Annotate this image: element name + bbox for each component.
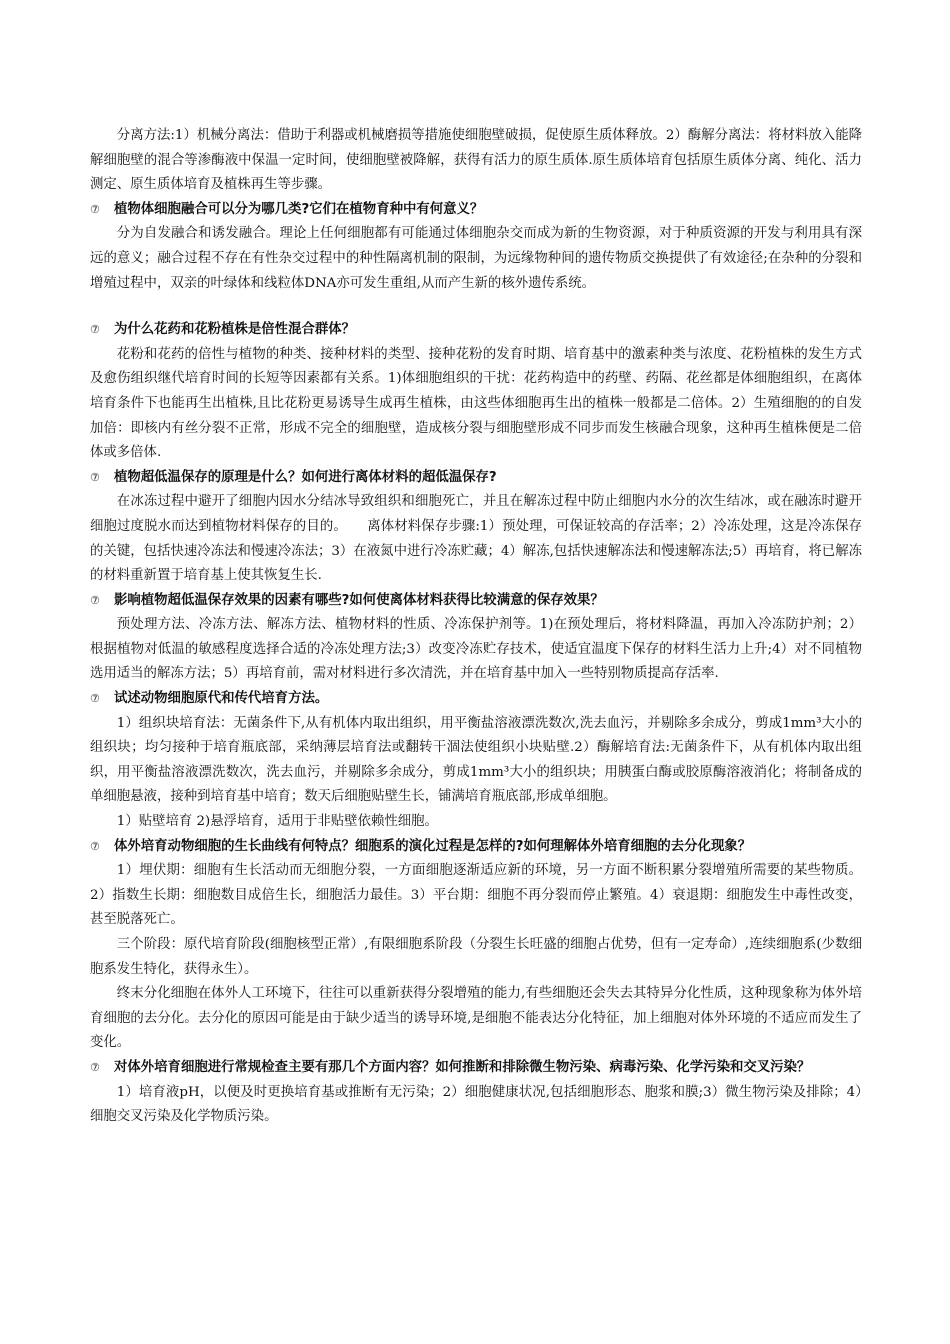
paragraph: 1）组织块培育法：无菌条件下,从有机体内取出组织，用平衡盐溶液漂洗数次,洗去血污，并剔除多余成分，剪成1mm³大小的组织块；均匀接种于培育瓶底部，采纳薄层培育法或翻转干涸法使组织小块贴壁.2）酶解培育法:无菌条件下，从有机体内取出组织，用平衡盐溶液漂洗数次，洗去血污，并剔除多余成分，剪成1mm³大小的组织块；用胰蛋白酶或胶原酶溶液消化；将制备成的单细胞悬液，接种到培育基中培育；数天后细胞贴壁生长，铺满培育瓶底部,形成单细胞。 — [90, 715, 862, 805]
question-heading — [90, 466, 862, 491]
question-heading — [90, 1056, 862, 1081]
question-text: 植物超低温保存的原理是什么？如何进行离体材料的超低温保存? — [114, 469, 497, 485]
question-text: 对体外培育细胞进行常规检查主要有那几个方面内容？如何推断和排除微生物污染、病毒污染、化学污染和交叉污染？ — [114, 1059, 811, 1075]
question-heading — [90, 687, 862, 712]
question-heading — [90, 198, 862, 223]
circled-number-icon: ⑦ — [90, 470, 100, 484]
paragraph: 分为自发融合和诱发融合。理论上任何细胞都有可能通过体细胞杂交而成为新的生物资源，对于种质资源的开发与利用具有深远的意义；融合过程不存在有性杂交过程中的种性隔离机制的限制，为远缘物种间的遗传物质交换提供了有效途径;在杂种的分裂和增殖过程中，双亲的叶绿体和线粒体DNA亦可发生重组,从而产生新的核外遗传系统。 — [90, 226, 862, 291]
question-heading — [90, 589, 862, 614]
spacer — [90, 296, 862, 318]
circled-number-icon: ⑦ — [90, 202, 100, 216]
paragraph: 分离方法:1）机械分离法：借助于利器或机械磨损等措施使细胞壁破损，促使原生质体释放。2）酶解分离法：将材料放入能降解细胞壁的混合等渗酶液中保温一定时间，使细胞壁被降解，获得有活力的原生质体.原生质体培育包括原生质体分离、纯化、活力测定、原生质体培育及植株再生等步骤。 — [90, 128, 862, 193]
question-text: 体外培育动物细胞的生长曲线有何特点？细胞系的演化过程是怎样的?如何理解体外培育细胞的去分化现象？ — [114, 838, 752, 854]
paragraph: 花粉和花药的倍性与植物的种类、接种材料的类型、接种花粉的发育时期、培育基中的激素种类与浓度、花粉植株的发生方式及愈伤组织继代培育时间的长短等因素都有关系。1)体细胞组织的干扰：花药构造中的药壁、药隔、花丝都是体细胞组织，在离体培育条件下也能再生出植株,且比花粉更易诱导生成再生植株，由这些体细胞再生出的植株一般都是二倍体。2）生殖细胞的的自发加倍：即核内有丝分裂不正常，形成不完全的细胞壁，造成核分裂与细胞壁形成不同步而发生核融合现象，这种再生植株便是二倍体或多倍体. — [90, 346, 862, 461]
question-text: 为什么花药和花粉植株是倍性混合群体？ — [114, 322, 356, 338]
question-heading — [90, 835, 862, 860]
paragraph: 1）培育液pH，以便及时更换培育基或推断有无污染；2）细胞健康状况,包括细胞形态、胞浆和膜;3）微生物污染及排除；4）细胞交叉污染及化学物质污染。 — [90, 1084, 862, 1125]
circled-number-icon: ⑦ — [90, 692, 100, 706]
document-page — [90, 124, 862, 1130]
paragraph: 1）贴壁培育 2)悬浮培育，适用于非贴壁依赖性细胞。 — [116, 814, 438, 830]
circled-number-icon: ⑦ — [90, 1060, 100, 1074]
question-text: 植物体细胞融合可以分为哪几类?它们在植物育种中有何意义？ — [114, 201, 484, 217]
paragraph: 三个阶段：原代培育阶段(细胞核型正常）,有限细胞系阶段（分裂生长旺盛的细胞占优势，但有一定寿命）,连续细胞系(少数细胞系发生特化，获得永生）。 — [90, 937, 862, 977]
question-heading — [90, 318, 862, 343]
question-text: 试述动物细胞原代和传代培育方法。 — [114, 691, 329, 707]
paragraph: 在冰冻过程中避开了细胞内因水分结冰导致组织和细胞死亡，并且在解冻过程中防止细胞内水分的次生结冰，或在融冻时避开细胞过度脱水而达到植物材料保存的目的。 离体材料保存步骤:1）预处理，可保证较高的存活率；2）冷冻处理，这是冷冻保存的关键，包括快速冷冻法和慢速冷冻法；3）在液氮中进行冷冻贮藏；4）解冻,包括快速解冻法和慢速解冻法;5）再培育，将已解冻的材料重新置于培育基上使其恢复生长. — [90, 494, 862, 584]
circled-number-icon: ⑦ — [90, 593, 100, 607]
paragraph: 终末分化细胞在体外人工环境下，往往可以重新获得分裂增殖的能力,有些细胞还会失去其特异分化性质，这种现象称为体外培育细胞的去分化。去分化的原因可能是由于缺少适当的诱导环境,是细胞不能表达分化特征，加上细胞对体外环境的不适应而发生了变化。 — [90, 986, 862, 1051]
paragraph: 1）埋伏期：细胞有生长活动而无细胞分裂，一方面细胞逐渐适应新的环境，另一方面不断积累分裂增殖所需要的某些物质。2）指数生长期：细胞数目成倍生长，细胞活力最佳。3）平台期：细胞不再分裂而停止繁殖。4）衰退期：细胞发生中毒性改变，甚至脱落死亡。 — [90, 863, 862, 928]
question-text: 影响植物超低温保存效果的因素有哪些?如何使离体材料获得比较满意的保存效果？ — [114, 592, 604, 608]
circled-number-icon: ⑦ — [90, 839, 100, 853]
paragraph: 预处理方法、冷冻方法、解冻方法、植物材料的性质、冷冻保护剂等。1)在预处理后，将材料降温，再加入冷冻防护剂；2）根据植物对低温的敏感程度选择合适的冷冻处理方法;3）改变冷冻贮存技术，使适宜温度下保存的材料生活力上升;4）对不同植物选用适当的解冻方法；5）再培育前，需对材料进行多次清洗，并在培育基中加入一些特别物质提高存活率. — [90, 617, 862, 682]
circled-number-icon: ⑦ — [90, 323, 100, 337]
